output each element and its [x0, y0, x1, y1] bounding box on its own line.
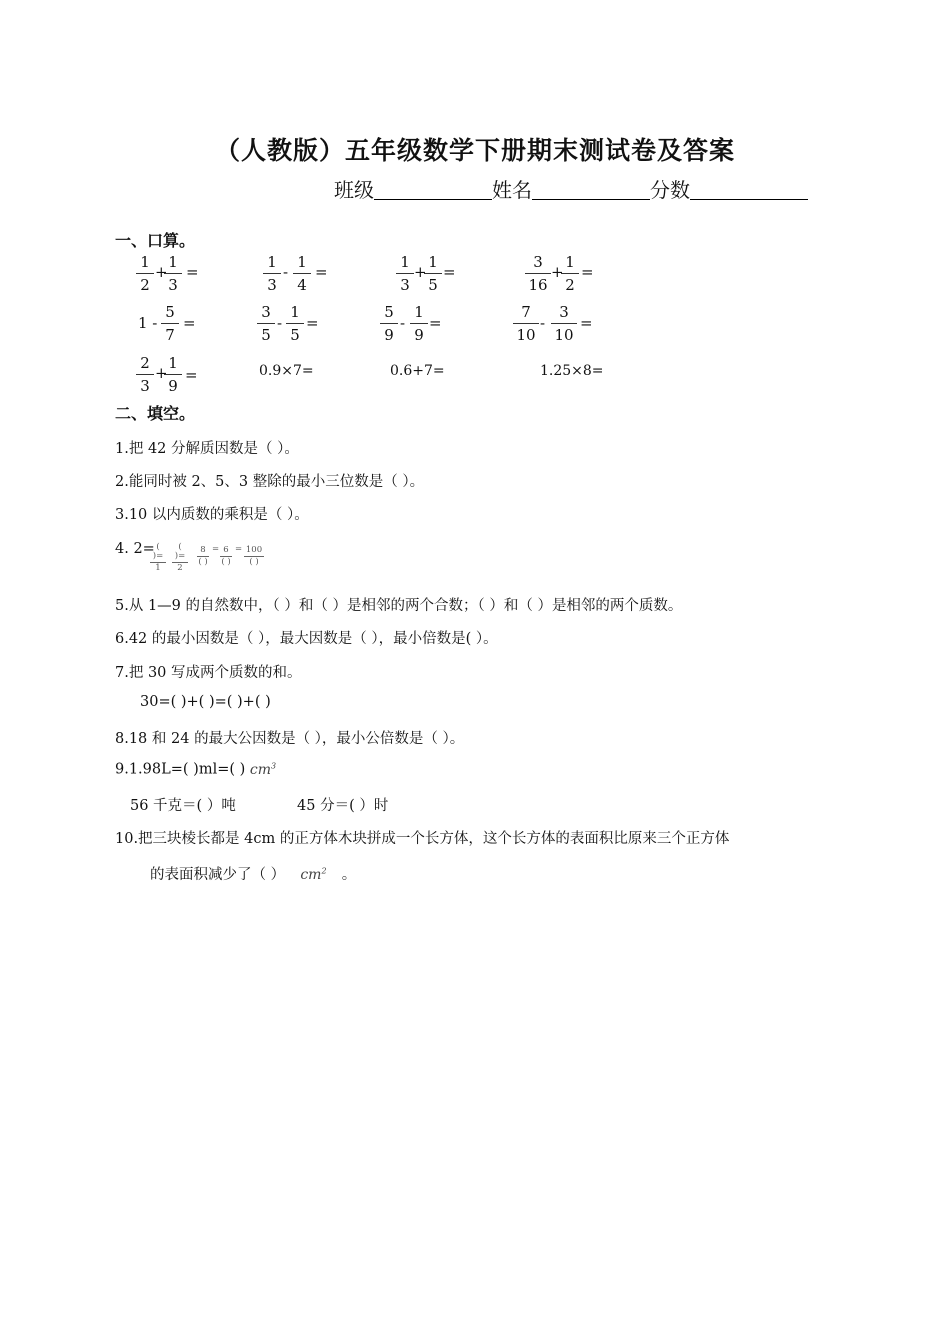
equals: = — [580, 314, 593, 332]
small-fraction: ( )= 2 — [172, 543, 188, 573]
question-5: 5.从 1—9 的自然数中，（ ）和（ ）是相邻的两个合数；（ ）和（ ）是相邻的两个质数。 — [115, 598, 683, 614]
q4-prefix: 4. 2= — [115, 541, 155, 557]
equals: = — [212, 544, 220, 554]
q9-tons: 56 千克＝( ）吨 — [130, 798, 236, 814]
calc-item: 0.6+7= — [390, 363, 445, 379]
fraction: 1 5 — [288, 304, 302, 343]
equals: = — [235, 544, 243, 554]
fraction: 1 3 — [398, 254, 412, 293]
question-1: 1.把 42 分解质因数是（ ）。 — [115, 441, 299, 457]
question-6: 6.42 的最小因数是（ ），最大因数是（ ），最小倍数是( ）。 — [115, 631, 498, 647]
whole-number: 1 - — [138, 314, 158, 332]
fraction: 3 16 — [527, 254, 549, 293]
equals: = — [315, 263, 328, 281]
q9-hours: 45 分＝( ）时 — [297, 798, 389, 814]
operator: + — [414, 263, 427, 281]
small-fraction: 100 ( ) — [245, 545, 263, 567]
q9-text: 9.1.98L=( )ml=( ) — [115, 761, 246, 778]
fraction: 1 5 — [426, 254, 440, 293]
operator: - — [540, 314, 546, 332]
question-7-equation: 30=( )+( )=( )+( ) — [140, 694, 271, 710]
q10-text: 的表面积减少了（ ） — [150, 867, 286, 883]
class-blank[interactable] — [374, 179, 492, 200]
fraction: 1 2 — [563, 254, 577, 293]
fraction: 1 3 — [166, 254, 180, 293]
operator: - — [400, 314, 406, 332]
unit-cm3: $cm^3$ — [249, 761, 277, 778]
fraction: 1 3 — [265, 254, 279, 293]
calc-item: 1.25×8= — [540, 363, 604, 379]
class-label: 班级 — [334, 178, 374, 202]
q10-end: 。 — [341, 867, 357, 883]
fraction: 2 3 — [138, 355, 152, 394]
operator: + — [155, 364, 168, 382]
unit-cm2: $cm^2$ — [300, 866, 327, 883]
page-title: （人教版）五年级数学下册期末测试卷及答案 — [214, 136, 735, 165]
fraction: 1 2 — [138, 254, 152, 293]
equals: = — [186, 263, 199, 281]
question-2: 2.能同时被 2、5、3 整除的最小三位数是（ ）。 — [115, 474, 425, 490]
fraction: 3 5 — [259, 304, 273, 343]
name-blank[interactable] — [532, 179, 650, 200]
equals: = — [183, 314, 196, 332]
fraction: 1 9 — [412, 304, 426, 343]
operator: + — [551, 263, 564, 281]
question-9 — [115, 761, 276, 778]
section-heading-oral: 一、口算。 — [115, 231, 196, 250]
equals: = — [443, 263, 456, 281]
fraction: 1 9 — [166, 355, 180, 394]
equals: = — [306, 314, 319, 332]
fraction: 3 10 — [553, 304, 575, 343]
student-info-header — [334, 174, 808, 203]
name-label: 姓名 — [492, 178, 532, 202]
equals: = — [429, 314, 442, 332]
operator: - — [283, 263, 289, 281]
small-fraction: ( )= 1 — [150, 543, 166, 573]
question-7: 7.把 30 写成两个质数的和。 — [115, 665, 302, 681]
question-3: 3.10 以内质数的乘积是（ ）。 — [115, 507, 309, 523]
operator: - — [277, 314, 283, 332]
operator: + — [155, 263, 168, 281]
small-fraction: 6 ( ) — [221, 545, 231, 567]
calc-item: 0.9×7= — [259, 363, 314, 379]
score-label: 分数 — [650, 178, 690, 202]
question-10: 10.把三块棱长都是 4cm 的正方体木块拼成一个长方体，这个长方体的表面积比原来三个正方体 — [115, 831, 730, 847]
equals: = — [581, 263, 594, 281]
question-8: 8.18 和 24 的最大公因数是（ ），最小公倍数是（ ）。 — [115, 731, 465, 747]
fraction: 5 9 — [382, 304, 396, 343]
section-heading-fill: 二、填空。 — [115, 404, 196, 423]
fraction: 7 10 — [515, 304, 537, 343]
fraction: 1 4 — [295, 254, 309, 293]
question-10-line2 — [150, 863, 356, 884]
fraction: 5 7 — [163, 304, 177, 343]
small-fraction: 8 ( ) — [198, 545, 208, 567]
question-9-line2 — [130, 794, 388, 815]
score-blank[interactable] — [690, 179, 808, 200]
equals: = — [185, 366, 198, 384]
